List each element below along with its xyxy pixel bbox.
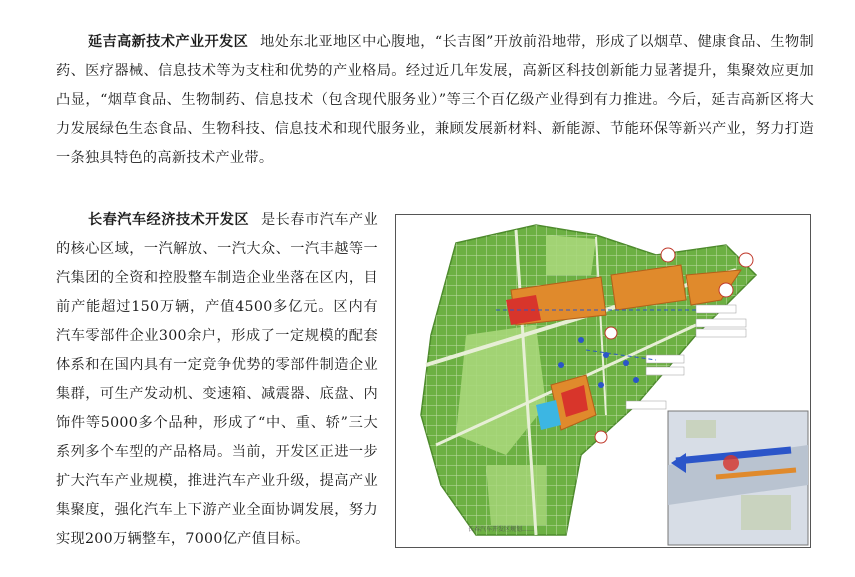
paragraph-changchun — [56, 206, 378, 554]
inset-map — [668, 411, 808, 545]
heading-yanji: 延吉高新技术产业开发区 — [88, 34, 249, 50]
map-caption: 长春汽车开发区规划…… — [468, 526, 535, 533]
paragraph-yanji — [56, 28, 814, 173]
body-yanji: 地处东北亚地区中心腹地，“长吉图”开放前沿地带，形成了以烟草、健康食品、生物制药、医疗器械、信息技术等为支柱和优势的产业格局。经过近几年发展，高新区科技创新能力显著提升，集聚效应更加凸显，“烟草食品、生物制药、信息技术（包含现代服务业）”等三个百亿级产业得到有力推进。今后，延吉高新区将大力发展绿色生态食品、生物科技、信息技术和现代服务业，兼顾发展新材料、新能源、节能环保等新兴产业，努力打造一条独具特色的高新技术产业带。 — [56, 34, 814, 166]
development-zone-map — [395, 214, 811, 548]
heading-changchun: 长春汽车经济技术开发区 — [88, 212, 250, 228]
body-changchun: 是长春市汽车产业的核心区域，一汽解放、一汽大众、一汽丰越等一汽集团的全资和控股整车制造企业坐落在区内，目前产能超过150万辆，产值4500多亿元。区内有汽车零部件企业300余户，形成了一定规模的配套体系和在国内具有一定竞争优势的零部件制造企业集群，可生产发动机、变速箱、减震器、底盘、内饰件等5000多个品种，形成了“中、重、轿”三大系列多个车型的产品格局。当前，开发区正进一步扩大汽车产业规模，推进汽车产业升级，提高产业集聚度，强化汽车上下游产业全面协调发展，努力实现200万辆整车，7000亿产值目标。 — [56, 212, 378, 547]
map-illustration — [396, 215, 810, 547]
